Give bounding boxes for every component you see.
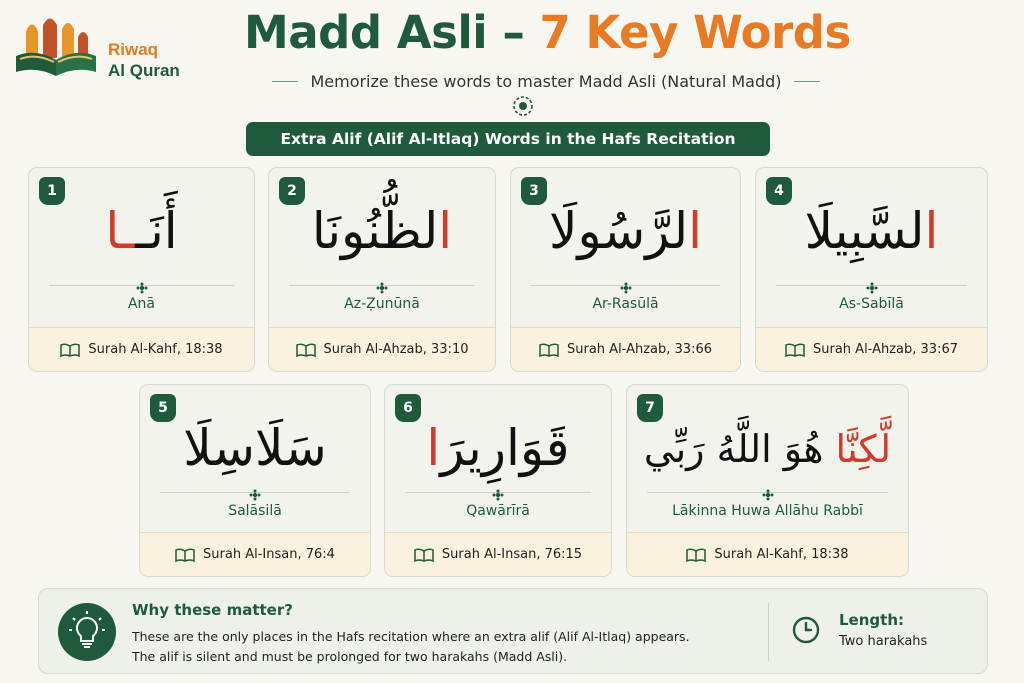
flower-ornament-icon (136, 279, 148, 291)
transliteration: Salāsilā (228, 503, 282, 519)
subtitle-row (246, 70, 846, 92)
word-number-badge: 6 (395, 394, 421, 422)
flower-ornament-icon (620, 279, 632, 291)
word-number-badge: 4 (766, 177, 792, 205)
reference-row (385, 532, 611, 576)
length-title: Length: (839, 611, 904, 629)
flower-ornament-icon (866, 279, 878, 291)
subtitle-rule-right (794, 81, 820, 82)
surah-reference: Surah Al-Ahzab, 33:67 (813, 342, 958, 357)
book-mosque-logo-icon (12, 14, 104, 82)
flower-ornament-icon (762, 486, 774, 498)
open-book-icon (60, 343, 80, 357)
word-number-badge: 7 (637, 394, 663, 422)
title-main: Madd Asli – (244, 6, 540, 59)
arabic-word (627, 423, 908, 476)
arabic-highlight-text: ا (688, 202, 702, 260)
flower-ornament-icon (249, 486, 261, 498)
title-accent: 7 Key Words (539, 6, 851, 59)
open-book-icon (175, 548, 195, 562)
transliteration: As-Sabīlā (839, 296, 904, 312)
word-card (384, 384, 612, 577)
arabic-word (756, 196, 987, 266)
surah-reference: Surah Al-Ahzab, 33:66 (567, 342, 712, 357)
arabic-highlight-text: ا (426, 419, 441, 477)
transliteration: Anā (127, 296, 156, 312)
word-card (139, 384, 371, 577)
transliteration: Az-Ẓunūnā (344, 296, 420, 312)
reference-row (756, 327, 987, 371)
word-card (510, 167, 741, 372)
arabic-main-text: سَلَاسِلَا (183, 419, 327, 477)
open-book-icon (686, 548, 706, 562)
arabic-word (511, 196, 740, 266)
arabic-word (385, 413, 611, 483)
arabic-highlight-text: لَّكِنَّا (835, 427, 892, 471)
surah-reference: Surah Al-Ahzab, 33:10 (323, 342, 469, 357)
arabic-highlight-text: ـا (105, 202, 136, 260)
arabic-word (29, 196, 254, 266)
transliteration: Lākinna Huwa Allāhu Rabbī (672, 503, 863, 519)
reference-row (140, 532, 370, 576)
arabic-main-text: هُوَ اللَّهُ رَبِّي (643, 427, 836, 471)
info-footer (38, 588, 988, 674)
footer-divider (768, 603, 769, 661)
reference-row (511, 327, 740, 371)
word-number-badge: 5 (150, 394, 176, 422)
open-book-icon (539, 343, 559, 357)
surah-reference: Surah Al-Insan, 76:4 (203, 547, 335, 562)
arabic-main-text: لظُّنُونَا (311, 202, 439, 260)
arabic-highlight-text: ا (438, 202, 453, 260)
surah-reference: Surah Al-Insan, 76:15 (441, 547, 583, 562)
transliteration: Ar-Rasūlā (592, 296, 659, 312)
word-number-badge: 1 (39, 177, 65, 205)
clock-icon (791, 615, 821, 645)
page-title (244, 6, 944, 59)
arabic-main-text: قَوَارِيرَ (440, 419, 570, 477)
reference-row (29, 327, 254, 371)
word-number-badge: 3 (521, 177, 547, 205)
arabic-word (269, 196, 495, 266)
brand-name-line1: Riwaq (108, 40, 159, 59)
open-book-icon (414, 548, 434, 562)
brand-name-line2: Al Quran (108, 61, 180, 80)
brand-logo (12, 14, 212, 84)
why-line-1: These are the only places in the Hafs recitation where an extra alif (Alif Al-Itlaq) appears. (132, 629, 690, 644)
subtitle: Memorize these words to master Madd Asli (Natural Madd) (310, 71, 782, 91)
open-book-icon (785, 343, 805, 357)
word-card (28, 167, 255, 372)
arabic-main-text: أَنَـ (135, 202, 178, 260)
arabic-main-text: لسَّبِيلَا (804, 202, 925, 260)
reference-row (269, 327, 495, 371)
lightbulb-icon (58, 603, 116, 661)
surah-reference: Surah Al-Kahf, 18:38 (88, 342, 223, 357)
why-body (132, 627, 752, 667)
section-banner: Extra Alif (Alif Al-Itlaq) Words in the Hafs Recitation (246, 122, 770, 156)
word-card (268, 167, 496, 372)
arabic-main-text: لرَّسُولَا (549, 202, 689, 260)
word-card (626, 384, 909, 577)
arabic-word (140, 413, 370, 483)
flower-ornament-icon (376, 279, 388, 291)
flower-ornament-icon (492, 486, 504, 498)
surah-reference: Surah Al-Kahf, 18:38 (714, 547, 849, 562)
reference-row (627, 532, 908, 576)
length-value: Two harakahs (839, 634, 928, 649)
header-ornament-icon (512, 95, 534, 117)
word-card (755, 167, 988, 372)
why-title: Why these matter? (132, 601, 293, 619)
transliteration: Qawārīrā (466, 503, 530, 519)
arabic-highlight-text: ا (924, 202, 939, 260)
why-line-2: The alif is silent and must be prolonged for two harakahs (Madd Asli). (132, 649, 568, 664)
open-book-icon (296, 343, 316, 357)
word-number-badge: 2 (279, 177, 305, 205)
subtitle-rule-left (272, 81, 298, 82)
